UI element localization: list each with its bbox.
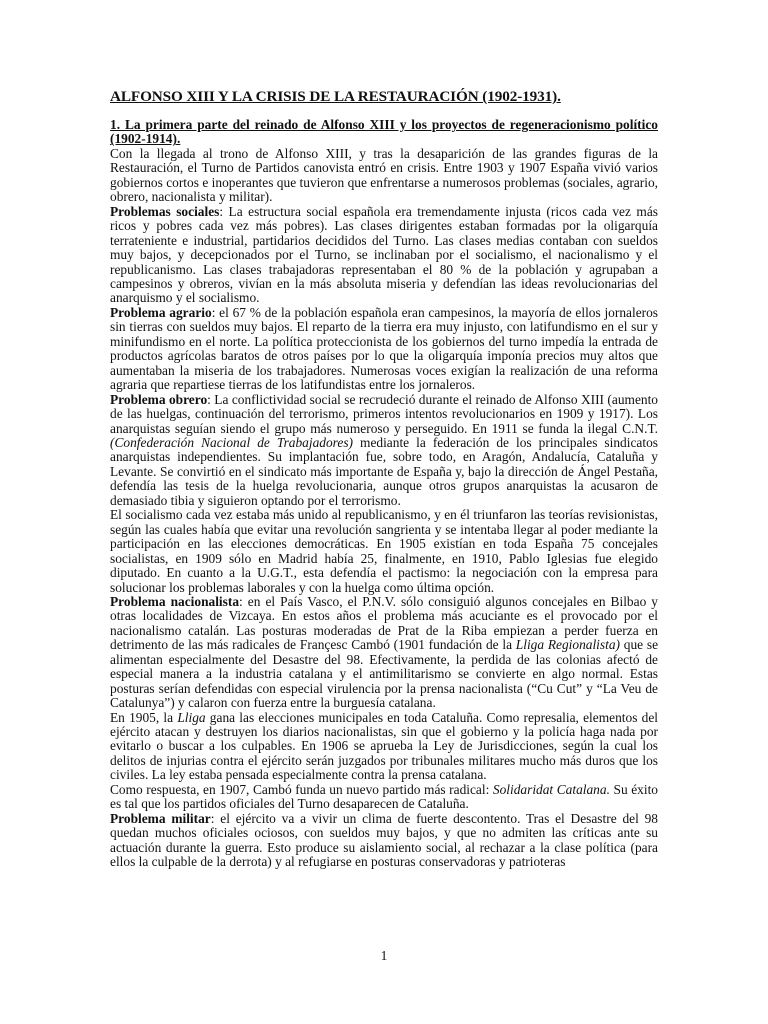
paragraph-text: que se alimentan especialmente del Desastre del 98. Efectivamente, la perdida de las colonias afectó de especial manera a la industria catalana y el antimilitarismo se convierte en algo normal. Estas posturas serían defendidas con especial virulencia por la prensa nacionalista (“Cu Cut” y “La Veu de Catalunya”) y calaron con fuerza entre la burguesía catalana.: [110, 637, 659, 711]
paragraph-problema-agrario: [110, 306, 658, 393]
paragraph-text: Como respuesta, en 1907, Cambó funda un nuevo partido más radical:: [110, 781, 493, 797]
paragraph-socialismo: [110, 508, 658, 595]
paragraph-problemas-sociales: [110, 205, 658, 306]
paragraph-italic: Lliga Regionalista): [515, 637, 620, 653]
paragraph-text: : La estructura social española era tremendamente injusta (ricos cada vez más ricos y pobres cada vez más pobres). Las clases dirigentes estaban formadas por la oligarquía terrateniente e industrial, partidarios decididos del Turno. Las clases medias contaban con sueldos muy bajos, y decepcionados por el Turno, se inclinaban por el socialismo, el nacionalismo y el republicanismo. Las clases trabajadoras representaban el 80 % de la población y agrupaban a campesinos y obreros, vivían en la más absoluta miseria y defendían las ideas revolucionarias del anarquismo y el socialismo.: [110, 203, 658, 306]
page-number: 1: [380, 948, 388, 963]
paragraph-lead: Problema nacionalista: [110, 593, 240, 609]
paragraph-text: Con la llegada al trono de Alfonso XIII, y tras la desaparición de las grandes figuras de la Restauración, el Turno de Partidos canovista entró en crisis. Entre 1903 y 1907 España vivió varios gobiernos cortos e inoperantes que tuvieron que enfrentarse a numerosos problemas (sociales, agrario, obrero, nacionalista y militar).: [110, 145, 658, 205]
paragraph-text: Su éxito es tal que los partidos oficiales del Turno desaparecen de Cataluña.: [110, 781, 658, 812]
paragraph-text: En 1905, la: [110, 709, 178, 725]
document-page: [110, 88, 658, 870]
paragraph-problema-obrero: [110, 393, 658, 509]
paragraph-text: mediante la federación de los principales sindicatos anarquistas independientes. Su implantación fue, sobre todo, en Aragón, Andalucía, Cataluña y Levante. Se convirtió en el sindicato más importante de España y, bajo la dirección de Ángel Pestaña, defendía las tesis de la huelga revolucionaria, aunque otros grupos anarquistas la acusaron de demasiado tibia y siguieron optando por el terrorismo.: [110, 434, 658, 508]
paragraph-text: gana las elecciones municipales en toda Cataluña. Como represalia, elementos del ejército atacan y destruyen los diarios nacionalistas, sin que el gobierno y la policía haga nada por evitarlo o buscar a los culpables. En 1906 se aprueba la Ley de Jurisdicciones, según la cual los delitos de injurias contra el ejército serán juzgados por tribunales militares mucho más duros que los civiles. La ley estaba pensada especialmente contra la prensa catalana.: [110, 709, 658, 783]
paragraph-problema-militar: [110, 812, 658, 870]
paragraph-italic: Lliga: [177, 709, 206, 725]
section-heading: 1. La primera parte del reinado de Alfonso XIII y los proyectos de regeneracionismo político (1902-1914).: [110, 117, 658, 147]
paragraph-solidaridat: [110, 783, 658, 812]
paragraph-lead: Problema militar: [110, 810, 211, 826]
paragraph-lead: Problema agrario: [110, 304, 212, 320]
paragraph-italic: Solidaridat Catalana.: [492, 781, 610, 797]
paragraph-text: : en el País Vasco, el P.N.V. sólo consiguió algunos concejales en Bilbao y otras localidades de Vizcaya. En estos años el problema más acuciante es el provocado por el nacionalismo catalán. Las posturas moderadas de Prat de la Riba empiezan a perder fuerza en detrimento de las más radicales de Françesc Cambó (1901 fundación de la: [110, 593, 658, 653]
paragraph-text: : el ejército va a vivir un clima de fuerte descontento. Tras el Desastre del 98 quedan muchos oficiales ociosos, con sueldos muy bajos, y que no admiten las críticas ante su actuación durante la guerra. Esto produce su aislamiento social, al rechazar a la clase política (para ellos la culpable de la derrota) y al refugiarse en posturas conservadoras y patrioteras: [110, 810, 658, 870]
paragraph-text: : La conflictividad social se recrudeció durante el reinado de Alfonso XIII (aumento de las huelgas, continuación del terrorismo, primeros intentos revolucionarios en 1909 y 1917). Los anarquistas seguían siendo el grupo más numeroso y perseguido. En 1911 se funda la ilegal C.N.T.: [110, 391, 658, 436]
paragraph-lead: Problemas sociales: [110, 203, 220, 219]
paragraph-lliga-1905: [110, 711, 658, 783]
paragraph-text: : el 67 % de la población española eran campesinos, la mayoría de ellos jornaleros sin tierras con sueldos muy bajos. El reparto de la tierra era muy injusto, con latifundismo en el sur y minifundismo en el norte. La política proteccionista de los gobiernos del turno impedía la entrada de productos agrícolas baratos de otros países por lo que la oligarquía imponía precios muy altos que aumentaban la miseria de los trabajadores. Numerosas voces exigían la realización de una reforma agraria que repartiese tierras de los latifundistas entre los jornaleros.: [110, 304, 658, 393]
paragraph-text: El socialismo cada vez estaba más unido al republicanismo, y en él triunfaron las teorías revisionistas, según las cuales había que evitar una revolución sangrienta y se intentaba llegar al poder mediante la participación en las elecciones democráticas. En 1905 existían en toda España 75 concejales socialistas, en 1909 sólo en Madrid había 25, finalmente, en 1910, Pablo Iglesias fue elegido diputado. En cuanto a la U.G.T., esta defendía el pactismo: la negociación con la empresa para solucionar los problemas laborales y con la huelga como última opción.: [110, 507, 658, 595]
document-title: ALFONSO XIII Y LA CRISIS DE LA RESTAURACIÓN (1902-1931).: [110, 88, 561, 105]
paragraph-italic: (Confederación Nacional de Trabajadores): [110, 434, 353, 450]
paragraph-intro: [110, 147, 658, 205]
paragraph-lead: Problema obrero: [110, 391, 208, 407]
paragraph-problema-nacionalista: [110, 595, 658, 711]
